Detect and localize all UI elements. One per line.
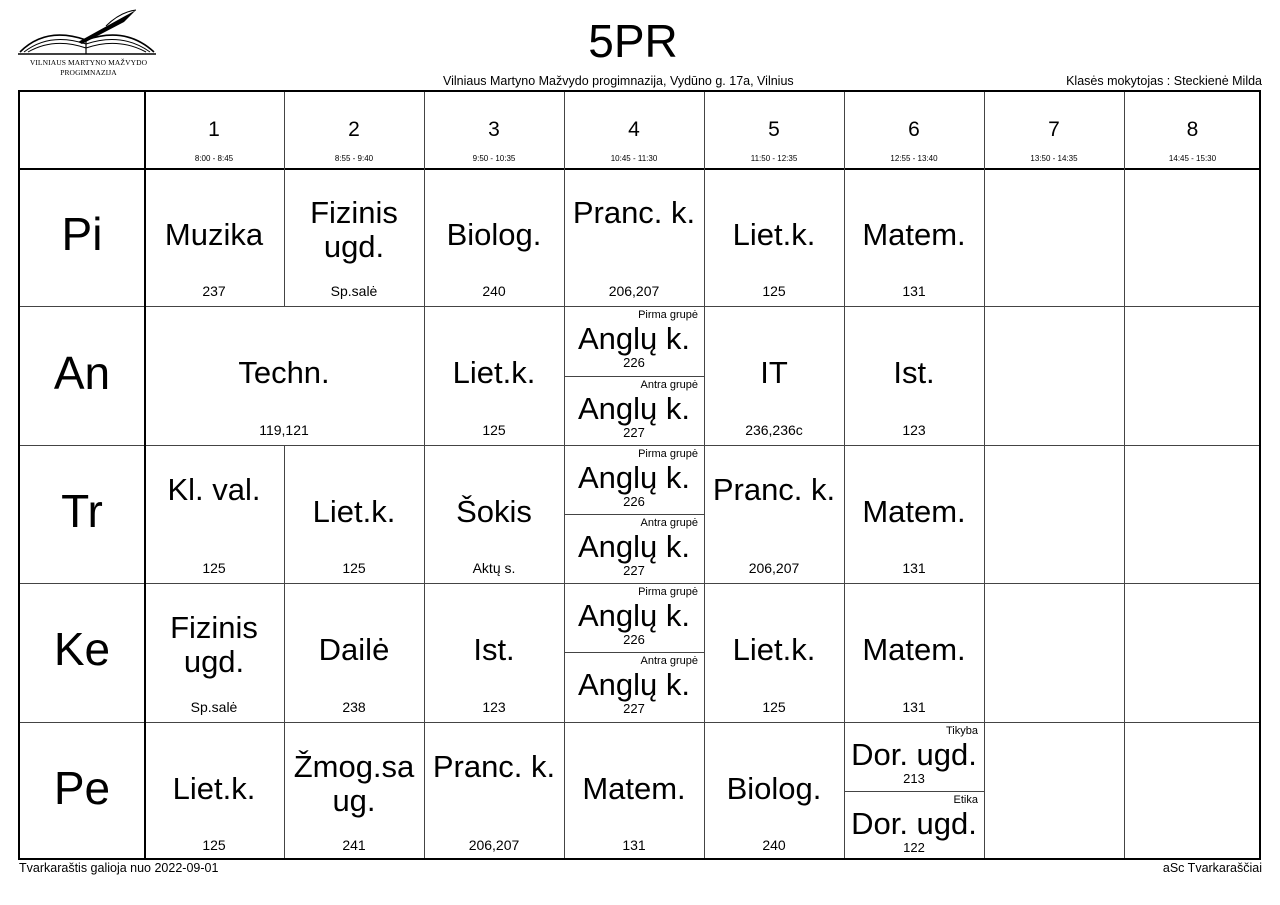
group-name: Antra grupė — [640, 655, 698, 668]
lesson-subject: Anglų k. — [577, 598, 690, 634]
lesson-subject: Dailė — [318, 632, 390, 668]
column-divider — [424, 92, 425, 168]
lesson-room: 131 — [902, 560, 926, 577]
lesson-cell[interactable] — [844, 168, 984, 306]
column-divider — [984, 722, 985, 858]
lesson-cell[interactable] — [424, 722, 564, 860]
lesson-cell[interactable] — [564, 583, 704, 721]
lesson-cell[interactable] — [704, 445, 844, 583]
lesson-room: 238 — [342, 698, 366, 715]
lesson-room: Sp.salė — [190, 698, 238, 715]
group-name: Pirma grupė — [638, 586, 698, 599]
lesson-room: 131 — [902, 698, 926, 715]
lesson-subject: Ist. — [893, 355, 935, 391]
lesson-room: 123 — [902, 421, 926, 438]
lesson-subject: Muzika — [164, 217, 264, 252]
school-address: Vilniaus Martyno Mažvydo progimnazija, Vydūno g. 17a, Vilnius — [443, 74, 794, 88]
period-header — [144, 92, 284, 168]
day-name: Ke — [53, 623, 111, 676]
group-divider — [564, 652, 704, 653]
group-lesson[interactable] — [564, 583, 704, 652]
period-header — [704, 92, 844, 168]
lesson-cell[interactable] — [144, 445, 284, 583]
column-divider — [564, 92, 565, 168]
lesson-subject: Matem. — [862, 632, 966, 668]
logo-text-line2: PROGIMNAZIJA — [60, 68, 117, 77]
timetable-grid — [18, 90, 1261, 860]
period-time: 9:50 - 10:35 — [472, 154, 516, 163]
group-lesson[interactable] — [564, 652, 704, 721]
lesson-subject: Kl. val. — [167, 471, 261, 507]
software-credit: aSc Tvarkaraščiai — [1162, 861, 1262, 875]
group-name: Antra grupė — [640, 516, 698, 529]
lesson-room: 226 — [623, 493, 645, 509]
lesson-room: 131 — [902, 283, 926, 300]
column-divider — [1124, 92, 1125, 168]
lesson-cell[interactable] — [144, 583, 284, 721]
lesson-room: 237 — [202, 283, 226, 300]
lesson-room: Sp.salė — [330, 283, 378, 300]
valid-from-note: Tvarkaraštis galioja nuo 2022-09-01 — [19, 861, 219, 875]
period-header — [284, 92, 424, 168]
lesson-subject: Fizinis ugd. — [170, 610, 258, 680]
day-label — [20, 168, 144, 306]
lesson-cell[interactable] — [424, 445, 564, 583]
day-name: Pe — [53, 761, 111, 814]
period-header — [844, 92, 984, 168]
lesson-room: 240 — [482, 283, 506, 300]
logo-text-line1: VILNIAUS MARTYNO MAŽVYDO — [29, 58, 148, 67]
lesson-subject: Techn. — [238, 355, 330, 391]
group-name: Antra grupė — [640, 378, 698, 391]
period-header — [984, 92, 1124, 168]
period-header — [1124, 92, 1261, 168]
lesson-room: 119,121 — [259, 421, 309, 438]
lesson-cell[interactable] — [564, 445, 704, 583]
lesson-room: 125 — [202, 560, 226, 577]
lesson-room: 236,236c — [745, 421, 803, 438]
lesson-subject: Liet.k. — [172, 770, 256, 806]
period-time: 10:45 - 11:30 — [610, 154, 658, 163]
lesson-cell[interactable] — [704, 306, 844, 444]
lesson-room: 227 — [623, 562, 645, 578]
lesson-subject: Biolog. — [446, 217, 542, 252]
lesson-cell[interactable] — [284, 168, 424, 306]
group-name: Pirma grupė — [638, 309, 698, 322]
group-divider — [844, 791, 984, 792]
lesson-room: 226 — [623, 632, 645, 648]
lesson-cell[interactable] — [284, 583, 424, 721]
lesson-room: 206,207 — [748, 560, 800, 577]
column-divider — [984, 168, 985, 306]
period-number: 7 — [1048, 118, 1060, 141]
period-number: 3 — [488, 118, 500, 141]
period-number: 1 — [208, 118, 220, 141]
column-divider — [984, 583, 985, 721]
group-lesson[interactable] — [844, 722, 984, 791]
lesson-subject: Matem. — [582, 770, 686, 806]
lesson-cell[interactable] — [144, 168, 284, 306]
lesson-room: 240 — [762, 836, 786, 853]
lesson-subject: Liet.k. — [732, 632, 816, 668]
column-divider — [144, 92, 146, 168]
lesson-cell[interactable] — [424, 583, 564, 721]
lesson-room: 206,207 — [608, 283, 660, 300]
lesson-subject: Liet.k. — [452, 355, 536, 391]
group-name: Etika — [953, 793, 978, 806]
period-number: 5 — [768, 118, 780, 141]
column-divider — [284, 92, 285, 168]
lesson-subject: Dor. ugd. — [851, 736, 977, 772]
period-time: 11:50 - 12:35 — [750, 154, 798, 163]
column-divider — [1124, 583, 1125, 721]
period-time: 8:55 - 9:40 — [334, 154, 374, 163]
lesson-subject: Anglų k. — [577, 667, 690, 703]
period-time: 8:00 - 8:45 — [194, 154, 234, 163]
lesson-cell[interactable] — [564, 722, 704, 860]
period-time: 12:55 - 13:40 — [890, 154, 938, 163]
class-title: 5PR — [588, 15, 678, 67]
group-lesson[interactable] — [564, 376, 704, 445]
lesson-subject: IT — [760, 355, 788, 391]
lesson-cell[interactable] — [704, 168, 844, 306]
lesson-room: 123 — [482, 698, 506, 715]
group-name: Pirma grupė — [638, 447, 698, 460]
lesson-subject: Šokis — [456, 493, 532, 529]
lesson-room: 125 — [202, 836, 226, 853]
lesson-room: 241 — [342, 836, 366, 853]
day-name: An — [53, 346, 111, 399]
day-name: Tr — [61, 484, 103, 537]
lesson-room: 226 — [623, 355, 645, 371]
lesson-subject: Biolog. — [726, 770, 822, 806]
column-divider — [984, 445, 985, 583]
lesson-subject: Anglų k. — [577, 321, 690, 357]
lesson-subject: Dor. ugd. — [851, 805, 977, 841]
class-teacher: Klasės mokytojas : Steckienė Milda — [1066, 74, 1262, 88]
lesson-cell[interactable] — [844, 445, 984, 583]
lesson-cell[interactable] — [704, 722, 844, 860]
day-name: Pi — [61, 208, 103, 261]
lesson-subject: Matem. — [862, 493, 966, 529]
lesson-cell[interactable] — [424, 306, 564, 444]
lesson-cell[interactable] — [284, 445, 424, 583]
lesson-subject: Fizinis ugd. — [310, 195, 398, 264]
lesson-room: 122 — [903, 839, 925, 855]
lesson-cell[interactable] — [704, 583, 844, 721]
lesson-cell[interactable] — [564, 306, 704, 444]
lesson-cell[interactable] — [844, 583, 984, 721]
lesson-cell[interactable] — [844, 722, 984, 860]
lesson-room: 125 — [482, 421, 506, 438]
lesson-subject: Pranc. k. — [712, 471, 836, 507]
lesson-room: 213 — [903, 770, 925, 786]
lesson-subject: Matem. — [862, 217, 966, 252]
lesson-cell[interactable] — [144, 306, 424, 444]
column-divider — [1124, 445, 1125, 583]
lesson-room: 227 — [623, 424, 645, 440]
day-label — [20, 306, 144, 444]
lesson-room: Aktų s. — [472, 560, 516, 577]
lesson-room: 125 — [762, 698, 786, 715]
lesson-room: 227 — [623, 701, 645, 717]
lesson-subject: Pranc. k. — [432, 748, 556, 784]
column-divider — [984, 92, 985, 168]
group-lesson[interactable] — [844, 791, 984, 860]
period-header — [564, 92, 704, 168]
period-number: 2 — [348, 118, 360, 141]
column-divider — [984, 306, 985, 444]
group-lesson[interactable] — [564, 445, 704, 514]
lesson-subject: Liet.k. — [732, 217, 816, 252]
column-divider — [1124, 722, 1125, 858]
period-number: 6 — [908, 118, 920, 141]
period-number: 4 — [628, 118, 640, 141]
lesson-room: 206,207 — [468, 836, 520, 853]
lesson-subject: Anglų k. — [577, 459, 690, 495]
day-label — [20, 583, 144, 721]
group-name: Tikyba — [946, 724, 978, 737]
group-divider — [564, 514, 704, 515]
lesson-cell[interactable] — [564, 168, 704, 306]
day-label — [20, 445, 144, 583]
lesson-cell[interactable] — [844, 306, 984, 444]
lesson-subject: Anglų k. — [577, 390, 690, 426]
group-lesson[interactable] — [564, 306, 704, 375]
day-label — [20, 722, 144, 860]
lesson-subject: Liet.k. — [312, 493, 396, 529]
period-number: 8 — [1186, 118, 1199, 141]
lesson-subject: Ist. — [473, 632, 515, 668]
group-divider — [564, 376, 704, 377]
period-header — [424, 92, 564, 168]
column-divider — [704, 92, 705, 168]
column-divider — [844, 92, 845, 168]
lesson-cell[interactable] — [284, 722, 424, 860]
lesson-cell[interactable] — [144, 722, 284, 860]
lesson-subject: Pranc. k. — [572, 195, 696, 230]
lesson-room: 125 — [762, 283, 786, 300]
lesson-subject: Žmog.sa ug. — [293, 748, 415, 818]
column-divider — [1124, 168, 1125, 306]
period-time: 13:50 - 14:35 — [1030, 154, 1078, 163]
lesson-room: 125 — [342, 560, 366, 577]
column-divider — [1124, 306, 1125, 444]
lesson-room: 131 — [622, 836, 646, 853]
lesson-subject: Anglų k. — [577, 528, 690, 564]
group-lesson[interactable] — [564, 514, 704, 583]
lesson-cell[interactable] — [424, 168, 564, 306]
period-time: 14:45 - 15:30 — [1168, 154, 1217, 163]
